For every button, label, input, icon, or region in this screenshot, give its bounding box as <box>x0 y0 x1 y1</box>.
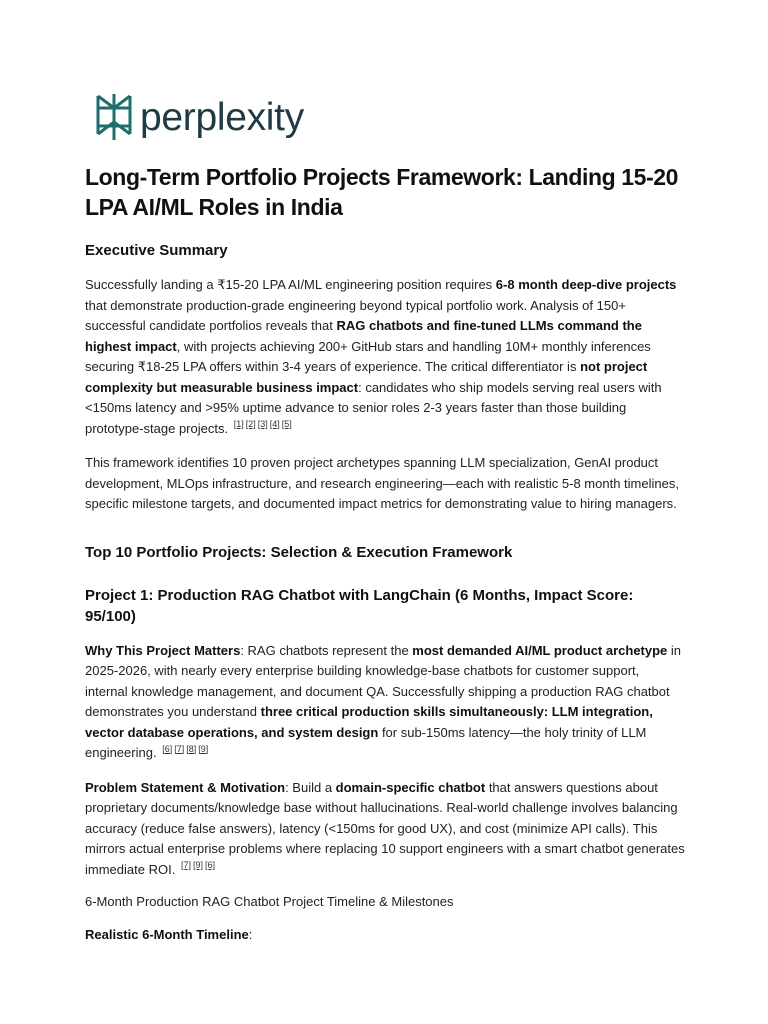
executive-summary-heading: Executive Summary <box>85 242 228 259</box>
citation-link[interactable]: [1] <box>233 419 244 430</box>
executive-summary-paragraph: Successfully landing a ₹15-20 LPA AI/ML engineering position requires 6-8 month deep-dive projects that demonstrate production-grade engineering beyond typical portfolio work. Analysis of 150+ successful candidate portfolios reveals that RAG chatbots and fine-tuned LLMs command the highest impact, with projects achieving 200+ GitHub stars and handling 10M+ monthly inferences securing ₹18-25 LPA offers within 3-4 years of experience. The critical differentiator is not project complexity but measurable business impact: candidates who ship models serving real users with <150ms latency and >95% uptime advance to senior roles 2-3 years faster than those building prototype-stage projects. [1] [2] [3] [4] [5] <box>85 277 677 436</box>
figure-caption: 6-Month Production RAG Chatbot Project Timeline & Milestones <box>85 894 454 909</box>
citation-link[interactable]: [4] <box>269 419 280 430</box>
citation-link[interactable]: [2] <box>245 419 256 430</box>
citation-link[interactable]: [5] <box>281 419 292 430</box>
perplexity-logo-icon <box>94 92 134 142</box>
citation-link[interactable]: [9] <box>192 860 203 871</box>
framework-paragraph: This framework identifies 10 proven project archetypes spanning LLM specialization, GenAI product development, MLOps infrastructure, and research engineering—each with realistic 5-8 month timelines, specific milestone targets, and documented impact metrics for demonstrating value to hiring managers. <box>85 455 679 511</box>
document-body <box>85 162 685 945</box>
citation-link[interactable]: [9] <box>198 743 209 754</box>
why-project-matters-paragraph: Why This Project Matters: RAG chatbots represent the most demanded AI/ML product archetype in 2025-2026, with nearly every enterprise building knowledge-base chatbots for customer support, internal knowledge management, and document QA. Successfully shipping a production RAG chatbot demonstrates you understand three critical production skills simultaneously: LLM integration, vector database operations, and system design for sub-150ms latency—the holy trinity of LLM engineering. [6] [7] [8] [9] <box>85 642 682 760</box>
perplexity-wordmark: perplexity <box>140 95 304 139</box>
top-projects-heading: Top 10 Portfolio Projects: Selection & Execution Framework <box>85 543 513 561</box>
perplexity-logo <box>94 92 304 142</box>
citation-link[interactable]: [8] <box>186 743 197 754</box>
citation-group <box>179 860 215 870</box>
citation-group <box>160 744 208 754</box>
problem-statement-paragraph: Problem Statement & Motivation: Build a domain-specific chatbot that answers questions about proprietary documents/knowledge base without hallucinations. Real-world challenge involves balancing accuracy (reduce false answers), latency (<150ms for good UX), and cost (minimize API calls). This mirrors actual enterprise problems where replacing 10 support engineers with a smart chatbot generates immediate ROI. [7] [9] [6] <box>85 779 685 877</box>
citation-group <box>232 419 292 429</box>
project-1-heading: Project 1: Production RAG Chatbot with LangChain (6 Months, Impact Score: 95/100) <box>85 586 634 625</box>
document-title: Long-Term Portfolio Projects Framework: Landing 15-20 LPA AI/ML Roles in India <box>85 164 679 220</box>
citation-link[interactable]: [7] <box>180 860 191 871</box>
citation-link[interactable]: [3] <box>257 419 268 430</box>
citation-link[interactable]: [6] <box>204 860 215 871</box>
citation-link[interactable]: [7] <box>174 743 185 754</box>
timeline-label: Realistic 6-Month Timeline: <box>85 926 253 942</box>
citation-link[interactable]: [6] <box>162 743 173 754</box>
